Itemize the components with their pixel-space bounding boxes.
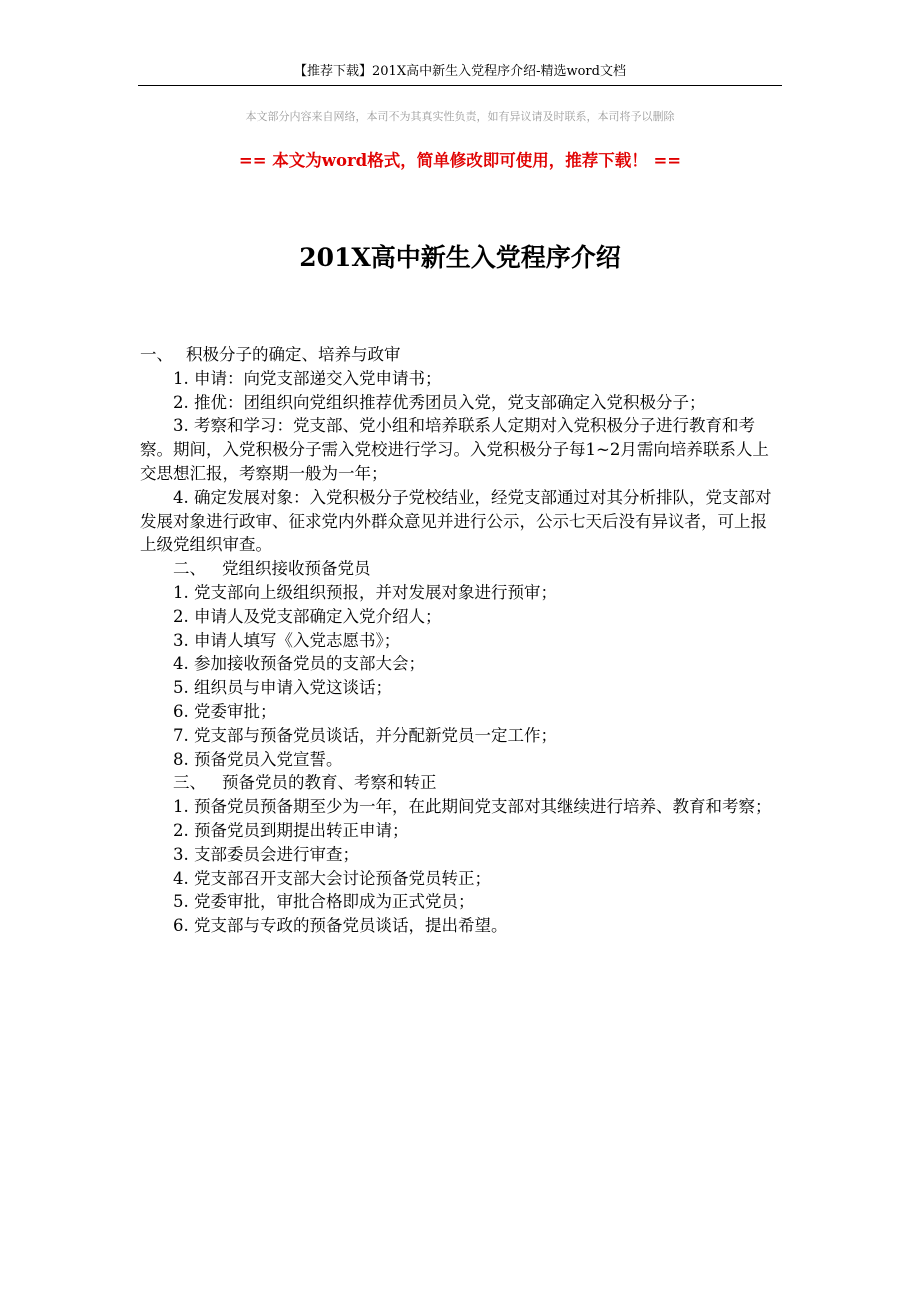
list-item: 3. 申请人填写《入党志愿书》； — [173, 630, 401, 650]
list-item: 7. 党支部与预备党员谈话，并分配新党员一定工作； — [173, 725, 557, 745]
section-number: 三、 — [173, 773, 206, 793]
list-item: 6. 党支部与专政的预备党员谈话，提出希望。 — [173, 916, 508, 936]
list-item: 1. 预备党员预备期至少为一年，在此期间党支部对其继续进行培养、教育和考察； — [173, 797, 772, 817]
disclaimer-text: 本文部分内容来自网络，本司不为其真实性负责，如有异议请及时联系，本司将予以删除 — [245, 110, 675, 123]
list-item: 3. 支部委员会进行审查； — [173, 844, 359, 864]
section-heading-3 — [140, 771, 778, 795]
list-item: 6. 党委审批； — [173, 701, 277, 721]
list-item: 2. 预备党员到期提出转正申请； — [173, 820, 409, 840]
list-item: 1. 党支部向上级组织预报，并对发展对象进行预审； — [173, 582, 557, 602]
section-number: 一、 — [140, 345, 173, 364]
page-header: 【推荐下载】201X高中新生入党程序介绍-精选word文档 — [294, 64, 626, 79]
list-item: 5. 党委审批，审批合格即成为正式党员； — [173, 892, 475, 912]
list-item: 4. 确定发展对象：入党积极分子党校结业，经党支部通过对其分析排队，党支部对发展对象进行政审、征求党内外群众意见并进行公示，公示七天后没有异议者，可上报上级党组织审查。 — [140, 487, 772, 555]
list-item: 4. 参加接收预备党员的支部大会； — [173, 654, 425, 674]
section-number: 二、 — [173, 559, 206, 579]
list-item: 4. 党支部召开支部大会讨论预备党员转正； — [173, 868, 491, 888]
document-title: 201X高中新生入党程序介绍 — [299, 243, 621, 272]
list-item: 3. 考察和学习：党支部、党小组和培养联系人定期对入党积极分子进行教育和考察。期间，入党积极分子需入党校进行学习。入党积极分子每1~2月需向培养联系人上交思想汇报，考察期一般为一年； — [140, 416, 769, 483]
section-title: 积极分子的确定、培养与政审 — [186, 345, 401, 364]
document-body — [140, 343, 778, 938]
list-item: 1. 申请：向党支部递交入党申请书； — [173, 368, 442, 388]
list-item: 2. 推优：团组织向党组织推荐优秀团员入党，党支部确定入党积极分子； — [173, 392, 706, 412]
list-item: 2. 申请人及党支部确定入党介绍人； — [173, 606, 442, 626]
format-notice: == 本文为word格式，简单修改即可使用，推荐下载！ == — [238, 151, 682, 170]
header-divider — [138, 85, 782, 86]
list-item: 5. 组织员与申请入党这谈话； — [173, 678, 392, 698]
section-heading-1 — [140, 343, 778, 367]
section-heading-2 — [140, 557, 778, 581]
section-title: 党组织接收预备党员 — [222, 559, 371, 579]
list-item: 8. 预备党员入党宣誓。 — [173, 749, 343, 769]
section-title: 预备党员的教育、考察和转正 — [222, 773, 437, 793]
